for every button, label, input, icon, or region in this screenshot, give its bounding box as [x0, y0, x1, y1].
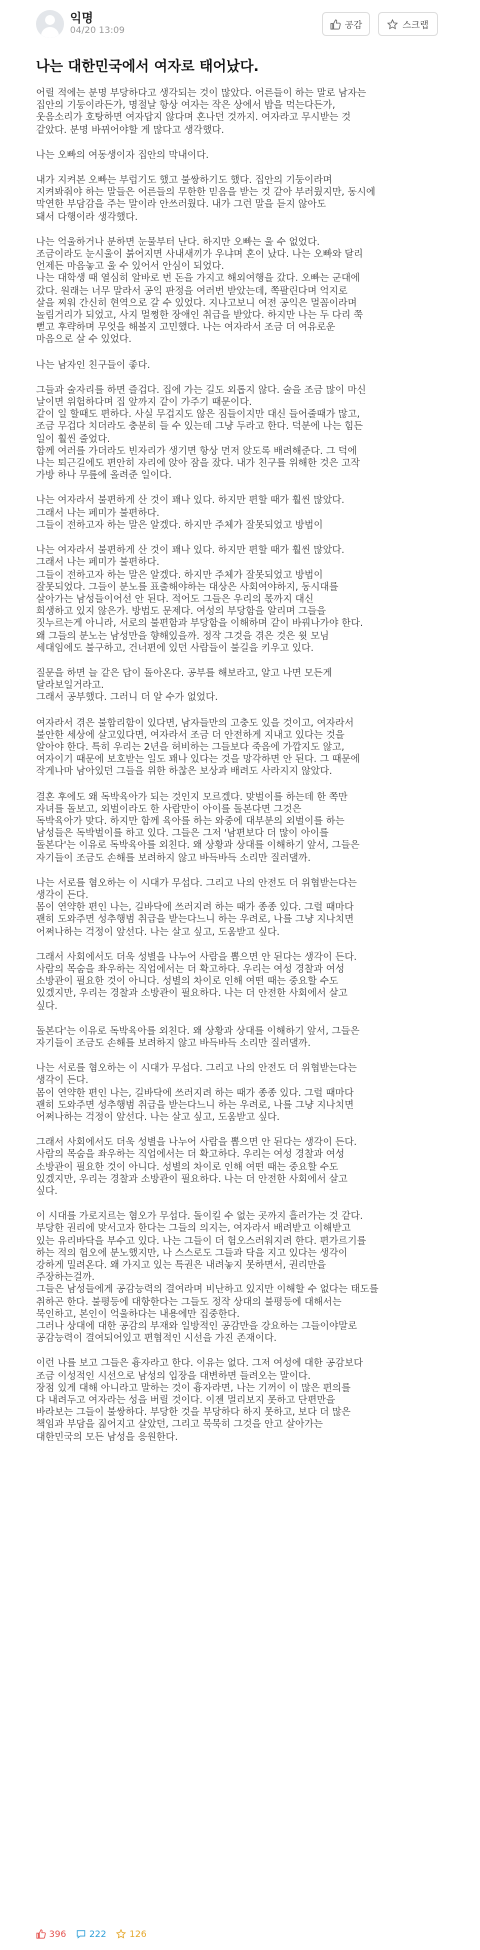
comment-icon: [76, 1929, 86, 1942]
post-paragraph: 결혼 후에도 왜 독박육아가 되는 것인지 모르겠다. 맞벌이를 하는데 한 쪽만 자녀를 돌보고, 외벌이라도 한 사람만이 아이를 돌본다면 그것은 독박육아가 맞다. 하지만 함께 육아를 하는 와중에 대부분의 외벌이를 하는 남성들은 독박벌이를 하고 있다. 그들은 그저 '남편보다 더 많이 아이를 돌본다'는 이유로 독박육아를 외친다. 왜 상황과 상대를 이해하기 앞서, 그들은 자기들이 조금도 손해를 보려하지 않고 바득바득 소리만 질러댈까.: [36, 791, 360, 864]
star-icon: [116, 1929, 126, 1942]
post-paragraph: 나는 남자인 친구들이 좋다.: [36, 359, 151, 371]
post-paragraph: 그들과 술자리를 하면 즐겁다. 집에 가는 길도 외롭지 않다. 술을 조금 많이 마신 날이면 위험하다며 집 앞까지 같이 가주기 때문이다. 같이 일 할때도 편하다. 사실 무겁지도 않은 짐들이지만 대신 들어줄때가 많고, 조금 무겁다 치더라도 충분히 들 수 있는데 그냥 두라고 한다. 덕분에 나는 힘든 일이 훨씬 줄었다. 함께 여러를 가더라도 빈자리가 생기면 항상 먼저 앉도록 배려해준다. 그 덕에 나는 퇴근길에도 편안히 자리에 앉아 잠을 잤다. 내가 친구를 위해한 것은 고작 가방 하나 무릎에 올려준 일이다.: [36, 384, 366, 482]
scrap-button[interactable]: [378, 12, 438, 36]
post-header: [0, 0, 480, 48]
post-title: 나는 대한민국에서 여자로 태어났다.: [36, 59, 259, 75]
post-paragraph: 나는 여자라서 불편하게 산 것이 꽤나 있다. 하지만 편할 때가 훨씬 많았다. 그래서 나는 페미가 불편하다. 그들이 전하고자 하는 말은 알겠다. 하지만 주체가 잘못되었고 방법이 잘못되었다. 그들이 분노를 표출해야하는 대상은 사회여야하지, 동시대를 살아가는 남성들이어선 안 된다. 적어도 그들은 우리의 몫까지 대신 희생하고 있지 않은가. 방법도 문제다. 여성의 부당함을 알리며 그들을 짓누르는게 아니라, 서로의 불편함과 부당함을 이해하며 같이 바꿔나가야 한다. 왜 그들의 분노는 남성만을 향해있을까. 정작 그것을 겪은 것은 윗 모님 세대임에도 불구하고, 건너편에 있던 사람들이 불길을 키우고 있다.: [36, 545, 364, 654]
post-paragraph: 나는 억울하거나 분하면 눈물부터 난다. 하지만 오빠는 울 수 없었다. 조금이라도 눈시울이 붉어지면 사내새끼가 우냐며 혼이 났다. 나는 오빠와 달리 언제든 마음놓고 울 수 있어서 안심이 되었다. 나는 대학생 때 열심히 알바로 번 돈을 가지고 해외여행을 갔다. 오빠는 군대에 갔다. 원래는 너무 말라서 공익 판정을 여러번 받았는데, 쪽팔린다며 억지로 살을 찌워 간신히 현역으로 갈 수 있었다. 지나고보니 여전 공익은 멀꼼이라며 놀림거리가 되었고, 사지 멀쩡한 장애인 취급을 받았다. 하지만 나는 두 다리 쭉 뻗고 후략하며 무엇을 해볼지 고민했다. 나는 여자라서 조금 더 여유로운 마음으로 살 수 있었다.: [36, 236, 364, 346]
author-name: 익명: [70, 11, 94, 25]
like-count[interactable]: [36, 1929, 66, 1942]
post-body: [36, 88, 444, 1457]
post-paragraph: 나는 여자라서 불편하게 산 것이 꽤나 있다. 하지만 편할 때가 훨씬 많았다. 그래서 나는 페미가 불편하다. 그들이 전하고자 하는 말은 알겠다. 하지만 주체가 잘못되었고 방법이: [36, 495, 345, 531]
post-paragraph: 나는 오빠의 여동생이자 집안의 막내이다.: [36, 149, 209, 161]
comment-count[interactable]: [76, 1929, 106, 1942]
post-paragraph: 이런 나를 보고 그들은 흉자라고 한다. 이유는 없다. 그저 여성에 대한 공감보다 조금 이성적인 시선으로 남성의 입장을 대변하면 들려오는 말이다. 장점 있게 대해 아니라고 말하는 것이 흉자라면, 나는 기꺼이 이 많은 편의를 다 내려두고 여자라는 성을 버릴 것이다. 이젠 멀리보지 못하고 단편만을 바라보는 그들이 불쌍하다. 부당한 것을 부당하다 하지 못하고, 보다 더 많은 책임과 부담을 짊어지고 살았던, 그리고 묵묵히 그것을 안고 살아가는 대한민국의 모든 남성을 응원한다.: [36, 1358, 363, 1443]
post-paragraph: 그래서 사회에서도 더욱 성별을 나누어 사람을 뽑으면 안 된다는 생각이 든다. 사람의 목숨을 좌우하는 직업에서는 더 확고하다. 우리는 여성 경찰과 여성 소방관이 필요한 것이 아니다. 성별의 차이로 인해 여떤 때는 중요할 수도 있겠지만, 우리는 경찰과 소방관이 필요하다. 나는 더 안전한 사회에서 살고 싶다.: [36, 1137, 357, 1198]
like-button-label: 공감: [344, 20, 363, 31]
post-paragraph: 여자라서 겪은 불합리함이 있다면, 남자들만의 고충도 있을 것이고, 여자라서 불안한 세상에 살고있다면, 여자라서 조금 더 안전하게 지내고 있다는 것을 알아야 한다. 특히 우리는 2년을 허비하는 그들보다 죽음에 가깝지도 않고, 여자이기 때문에 보호받는 일도 꽤나 있다는 것을 망각하면 안 된다. 그 때문에 작게나마 남아있던 그들을 위한 하찮은 보상과 배려도 사라지지 않았다.: [36, 717, 360, 778]
scrap-button-label: 스크랩: [402, 20, 429, 31]
post-date: 04/20 13:09: [70, 26, 125, 36]
thumbs-up-icon: [36, 1929, 46, 1942]
post-paragraph: 그래서 사회에서도 더욱 성별을 나누어 사람을 뽑으면 안 된다는 생각이 든다. 사람의 목숨을 좌우하는 직업에서는 더 확고하다. 우리는 여성 경찰과 여성 소방관이 필요한 것이 아니다. 성별의 차이로 인해 여떤 때는 중요할 수도 있겠지만, 우리는 경찰과 소방관이 필요하다. 나는 더 안전한 사회에서 살고 싶다.: [36, 951, 357, 1012]
avatar: [36, 10, 64, 38]
post-paragraph: 질문을 하면 늘 같은 답이 돌아온다. 공부를 해보라고, 알고 나면 모든게 달라보일거라고. 그래서 공부했다. 그러니 더 알 수가 없었다.: [36, 667, 333, 704]
comment-count-value: 222: [89, 1930, 107, 1940]
post-paragraph: 나는 서로를 혐오하는 이 시대가 무섭다. 그리고 나의 안전도 더 위협받는다는 생각이 든다. 몸이 연약한 편인 나는, 길바닥에 쓰러지려 하는 때가 종종 있다. 그럴 때마다 괜히 도와주면 성추행범 취급을 받는다느니 하는 우려로, 나를 그냥 지나치면 어쩌나하는 걱정이 앞선다. 나는 살고 싶고, 도움받고 싶다.: [36, 877, 357, 938]
post-paragraph: 돌본다'는 이유로 독박육아를 외친다. 왜 상황과 상대를 이해하기 앞서, 그들은 자기들이 조금도 손해를 보려하지 않고 바득바득 소리만 질러댈까.: [36, 1025, 360, 1049]
scrap-count[interactable]: [116, 1929, 146, 1942]
like-count-value: 396: [49, 1930, 67, 1940]
post-paragraph: 어릴 적에는 분명 부당하다고 생각되는 것이 많았다. 어른들이 하는 말로 남자는 집안의 기둥이라든가, 명절날 항상 여자는 작은 상에서 밥을 먹는다든가, 웃음소리가 호탕하면 여자답지 않다며 혼나던 것까지. 여자라고 무시받는 것 같았다. 분명 바뀌어야할 게 많다고 생각했다.: [36, 88, 367, 136]
post-stats: [36, 1927, 147, 1943]
post-paragraph: 나는 서로를 혐오하는 이 시대가 무섭다. 그리고 나의 안전도 더 위협받는다는 생각이 든다. 몸이 연약한 편인 나는, 길바닥에 쓰러지려 하는 때가 종종 있다. 그럴 때마다 괜히 도와주면 성추행범 취급을 받는다느니 하는 우려로, 나를 그냥 지나치면 어쩌나하는 걱정이 앞선다. 나는 살고 싶고, 도움받고 싶다.: [36, 1063, 357, 1124]
star-icon: [387, 19, 398, 30]
post-paragraph: 내가 지켜본 오빠는 부럽기도 했고 불쌍하기도 했다. 집안의 기둥이라며 지켜봐줘야 하는 말들은 어른들의 무한한 믿음을 받는 것 같아 부러웠지만, 동시에 막연한 부담감을 주는 말이라 안쓰러웠다. 내가 그런 말을 듣지 않아도 돼서 다행이라 생각했다.: [36, 175, 376, 223]
scrap-count-value: 126: [129, 1930, 147, 1940]
thumbs-up-icon: [330, 19, 341, 30]
like-button[interactable]: [322, 12, 370, 36]
post-paragraph: 이 시대를 가로지르는 혐오가 무섭다. 돌이킬 수 없는 곳까지 흘러가는 것 같다. 부당한 권리에 맞서고자 한다는 그들의 의지는, 여자라서 배려받고 이해받고 있는 유리바닥을 부수고 있다. 나는 그들이 더 험오스러워지려 한다. 편가르기를 하는 적의 험오에 분노했지만, 나 스스로도 그들과 닥을 지고 있다는 생각이 강하게 밀려온다. 왜 가지고 있는 특권은 내려놓지 못하면서, 권리만을 주장하는걸까. 그들은 남성들에게 공감능력의 결여라며 비난하고 있지만 이해할 수 없다는 태도를 취하곤 한다. 불평등에 대항한다는 그들도 정작 상대의 불평등에 대해서는 묵인하고, 본인이 억울하다는 내용에만 집중한다. 그러나 상대에 대한 공감의 부재와 일방적인 공감만을 강요하는 그들이야말로 공감능력이 결여되어있고 편협적인 시선을 가진 존재이다.: [36, 1211, 379, 1345]
